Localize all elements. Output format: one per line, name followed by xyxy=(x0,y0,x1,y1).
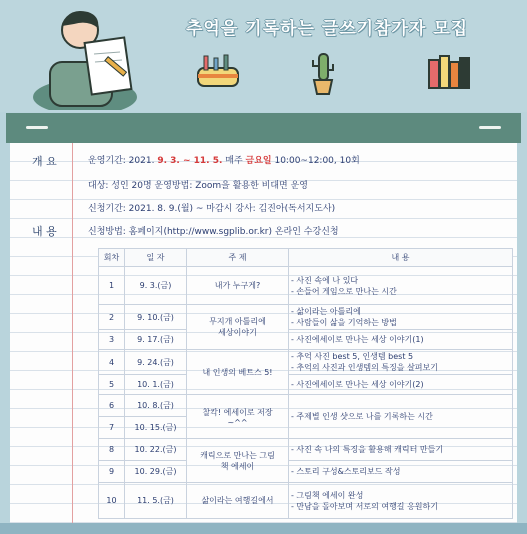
session-date: 10. 15.(금) xyxy=(125,417,187,439)
period-mid: 매주 xyxy=(225,156,243,166)
session-no: 4 xyxy=(99,350,125,375)
target-line: 대상: 성인 20명 운영방법: Zoom을 활용한 비대면 운영 xyxy=(88,181,308,191)
session-no: 6 xyxy=(99,395,125,417)
detail-line: - 추억의 사진과 인생템의 특징을 살펴보기 xyxy=(291,363,438,372)
header-banner xyxy=(0,0,527,112)
content-label: 내 용 xyxy=(32,225,57,238)
apply-method-line: 신청방법: 홈페이지(http://www.sgplib.or.kr) 온라인 수강신청 xyxy=(88,227,339,237)
column-header: 주 제 xyxy=(187,249,289,267)
column-header: 일 자 xyxy=(125,249,187,267)
session-details xyxy=(289,483,513,519)
session-date: 9. 24.(금) xyxy=(125,350,187,375)
cactus-icon xyxy=(308,50,338,96)
table-row xyxy=(99,461,513,483)
detail-line: - 삶이라는 아틀리에 xyxy=(291,307,361,316)
session-date: 9. 17.(금) xyxy=(125,330,187,350)
session-topic: 내 인생의 베트스 5! xyxy=(187,350,289,395)
table-row xyxy=(99,395,513,417)
period-dates: 9. 3. ~ 11. 5. xyxy=(157,156,223,166)
table-row xyxy=(99,267,513,305)
table-row xyxy=(99,439,513,461)
column-header: 회차 xyxy=(99,249,125,267)
table-row xyxy=(99,350,513,375)
session-date: 10. 22.(금) xyxy=(125,439,187,461)
session-no: 5 xyxy=(99,375,125,395)
session-no: 1 xyxy=(99,267,125,305)
session-date: 10. 1.(금) xyxy=(125,375,187,395)
page-title: 추억을 기록하는 글쓰기참가자 모집 xyxy=(186,19,469,39)
detail-line: - 추억 사진 best 5, 인생템 best 5 xyxy=(291,352,414,361)
table-row xyxy=(99,483,513,519)
overview-label: 개 요 xyxy=(32,155,57,168)
table-row xyxy=(99,305,513,330)
session-no: 8 xyxy=(99,439,125,461)
dash-mark xyxy=(26,126,48,129)
session-topic: 무지개 아틀리에 세상이야기 xyxy=(187,305,289,350)
session-topic: 내가 누구게? xyxy=(187,267,289,305)
apply-period-line: 신청기간: 2021. 8. 9.(월) ~ 마감시 강사: 김진아(독서지도사) xyxy=(88,204,336,214)
session-topic: 삶이라는 여행길에서 xyxy=(187,483,289,519)
period-prefix: 운영기간: 2021. xyxy=(88,156,155,166)
period-line xyxy=(88,153,360,166)
content-sheet xyxy=(10,143,517,523)
session-details: - 주제별 인생 샷으로 나를 기록하는 시간 xyxy=(289,395,513,439)
session-no: 7 xyxy=(99,417,125,439)
session-date: 10. 8.(금) xyxy=(125,395,187,417)
session-details: - 사진에세이로 만나는 세상 이야기(2) xyxy=(289,375,513,395)
period-day: 금요일 xyxy=(245,156,272,166)
session-date: 10. 29.(금) xyxy=(125,461,187,483)
period-suffix: 10:00~12:00, 10회 xyxy=(274,156,360,166)
detail-line: - 사람들이 삶을 기억하는 방법 xyxy=(291,318,397,327)
detail-line: - 손들어 게임으로 만나는 시간 xyxy=(291,286,397,296)
session-details: - 사진 속 나의 특징을 활용해 캐릭터 만들기 xyxy=(289,439,513,461)
pencil-case-icon xyxy=(192,52,242,92)
session-no: 10 xyxy=(99,483,125,519)
schedule-table xyxy=(98,248,513,519)
session-details xyxy=(289,350,513,375)
session-topic: 찰칵! 에세이로 저장 ~^^ xyxy=(187,395,289,439)
session-date: 9. 10.(금) xyxy=(125,305,187,330)
table-row xyxy=(99,375,513,395)
session-details: - 사진에세이로 만나는 세상 이야기(1) xyxy=(289,330,513,350)
session-topic: 캐릭으로 만나는 그림 책 에세이 xyxy=(187,439,289,483)
detail-line: - 만남을 돌아보며 서로의 여행길 응원하기 xyxy=(291,501,438,511)
book-stack-icon xyxy=(425,52,473,92)
session-no: 3 xyxy=(99,330,125,350)
notebook-bar xyxy=(6,113,521,143)
session-details xyxy=(289,267,513,305)
session-no: 9 xyxy=(99,461,125,483)
detail-line: - 사진 속에 나 있다 xyxy=(291,275,359,285)
writer-illustration xyxy=(30,2,140,110)
dash-mark xyxy=(479,126,501,129)
session-date: 9. 3.(금) xyxy=(125,267,187,305)
table-row xyxy=(99,330,513,350)
session-date: 11. 5.(금) xyxy=(125,483,187,519)
column-header: 내 용 xyxy=(289,249,513,267)
session-no: 2 xyxy=(99,305,125,330)
table-header-row xyxy=(99,249,513,267)
margin-line xyxy=(72,143,73,523)
session-details xyxy=(289,305,513,330)
bottom-strip xyxy=(0,523,527,534)
session-details: - 스토리 구성&스토리보드 작성 xyxy=(289,461,513,483)
detail-line: - 그림책 에세이 완성 xyxy=(291,490,364,500)
